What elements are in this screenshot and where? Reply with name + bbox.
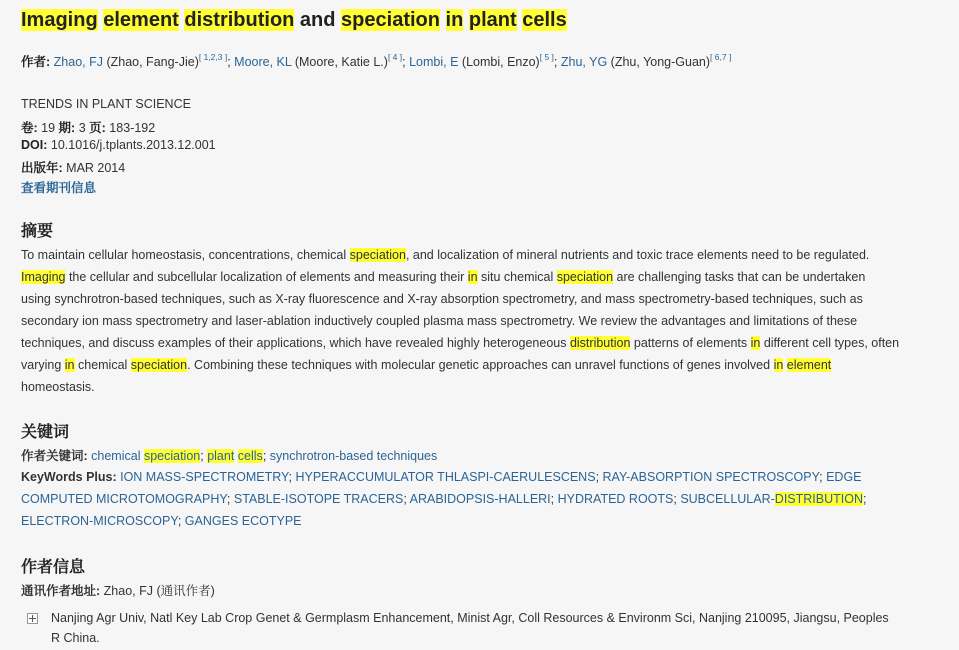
journal-name: TRENDS IN PLANT SCIENCE bbox=[21, 97, 191, 111]
highlight-term: in bbox=[64, 358, 75, 372]
keyword-separator: ; bbox=[673, 492, 681, 506]
abstract-line bbox=[21, 244, 943, 266]
author-link-lombi[interactable]: Lombi, E bbox=[409, 55, 459, 69]
abstract-fragment: chemical bbox=[74, 358, 131, 372]
title-space bbox=[440, 9, 446, 31]
keyword-plus-link[interactable]: ELECTRON-MICROSCOPY bbox=[21, 514, 178, 528]
abstract-text bbox=[21, 244, 943, 398]
doi-label: DOI: bbox=[21, 138, 48, 152]
highlight-term: speciation bbox=[143, 449, 201, 463]
year-value: MAR 2014 bbox=[66, 161, 126, 175]
keyword-plus-link[interactable]: HYDRATED ROOTS bbox=[557, 492, 674, 506]
keyword-plus-link[interactable]: ION MASS-SPECTROMETRY bbox=[120, 470, 289, 484]
doi-line bbox=[21, 138, 216, 152]
author-info-heading: 作者信息 bbox=[21, 559, 86, 576]
author-fullname: (Zhu, Yong-Guan) bbox=[607, 55, 711, 69]
authors-label: 作者: bbox=[21, 55, 51, 69]
volume-issue-pages bbox=[21, 118, 155, 136]
keyword-plus-link[interactable]: COMPUTED MICROTOMOGRAPHY bbox=[21, 492, 227, 506]
abstract-heading: 摘要 bbox=[21, 223, 54, 240]
abstract-line bbox=[21, 266, 943, 288]
doi-value: 10.1016/j.tplants.2013.12.001 bbox=[50, 138, 216, 152]
abstract-line bbox=[21, 354, 943, 376]
pages-value: 183-192 bbox=[109, 121, 156, 135]
keyword-plus-link[interactable] bbox=[680, 492, 863, 506]
abstract-line bbox=[21, 332, 943, 354]
authors-line bbox=[21, 52, 731, 70]
title-word: plant bbox=[468, 9, 517, 31]
keyword-text: chemical bbox=[91, 449, 144, 463]
volume-label: 卷: bbox=[21, 121, 38, 135]
abstract-line: secondary ion mass spectrometry and laser-ablation inductively coupled plasma mass spectrometry. We review the advantages and limitations of these bbox=[21, 314, 858, 328]
keyword-link[interactable] bbox=[207, 449, 263, 463]
keyword-link[interactable]: synchrotron-based techniques bbox=[269, 449, 438, 463]
keyword-separator: ; bbox=[288, 470, 296, 484]
highlight-term: cells bbox=[237, 449, 263, 463]
keyword-separator: ; bbox=[550, 492, 558, 506]
highlight-term: in bbox=[467, 270, 478, 284]
abstract-fragment: . Combining these techniques with molecular genetic approaches can unravel functions of genes involved bbox=[187, 358, 774, 372]
keyword-separator: ; bbox=[177, 514, 185, 528]
keywords-plus-line bbox=[21, 510, 941, 532]
abstract-fragment: are challenging tasks that can be undertaken bbox=[613, 270, 866, 284]
abstract-fragment: situ chemical bbox=[477, 270, 557, 284]
author-affil-ref[interactable]: [ 5 ] bbox=[539, 52, 554, 62]
keyword-separator: ; bbox=[863, 492, 867, 506]
highlight-term: speciation bbox=[556, 270, 614, 284]
keyword-plus-link[interactable]: HYPERACCUMULATOR THLASPI-CAERULESCENS bbox=[295, 470, 596, 484]
issue-label: 期: bbox=[58, 121, 76, 135]
author-link-zhao[interactable]: Zhao, FJ bbox=[53, 55, 103, 69]
keyword-text: SUBCELLULAR- bbox=[680, 492, 775, 506]
highlight-term: speciation bbox=[349, 248, 406, 262]
author-keywords-label: 作者关键词: bbox=[21, 449, 88, 463]
keyword-link[interactable] bbox=[91, 449, 200, 463]
abstract-line: using synchrotron-based techniques, such as X-ray fluorescence and X-ray absorption spectrometry, and mass spectrometry-based techniques, such as bbox=[21, 292, 863, 306]
title-word: distribution bbox=[184, 9, 295, 31]
author-affil-ref[interactable]: [ 1,2,3 ] bbox=[198, 52, 228, 62]
article-title bbox=[21, 9, 567, 32]
abstract-line: homeostasis. bbox=[21, 380, 95, 394]
abstract-fragment: patterns of elements bbox=[630, 336, 751, 350]
pages-label: 页: bbox=[89, 121, 106, 135]
highlight-term: element bbox=[786, 358, 832, 372]
keyword-plus-link[interactable]: EDGE bbox=[826, 470, 862, 484]
year-line bbox=[21, 158, 125, 176]
abstract-fragment: , and localization of mineral nutrients and toxic trace elements need to be regulated. bbox=[405, 248, 870, 262]
corresponding-author-value: Zhao, FJ (通讯作者) bbox=[103, 584, 215, 598]
title-word: speciation bbox=[341, 9, 440, 31]
keyword-separator: ; bbox=[595, 470, 603, 484]
abstract-fragment: techniques, and discuss examples of their applications, which have revealed highly heterogeneous bbox=[21, 336, 570, 350]
abstract-fragment: the cellular and subcellular localization of elements and measuring their bbox=[65, 270, 468, 284]
issue-value: 3 bbox=[78, 121, 86, 135]
author-separator: ; bbox=[227, 55, 235, 69]
author-address bbox=[51, 608, 946, 648]
keyword-separator: ; bbox=[200, 449, 208, 463]
author-fullname: (Zhao, Fang-Jie) bbox=[102, 55, 199, 69]
highlight-term: plant bbox=[207, 449, 235, 463]
corresponding-author bbox=[21, 581, 215, 599]
highlight-term: in bbox=[773, 358, 784, 372]
abstract-fragment: To maintain cellular homeostasis, concentrations, chemical bbox=[21, 248, 350, 262]
highlight-term: distribution bbox=[569, 336, 631, 350]
highlight-term: speciation bbox=[130, 358, 188, 372]
highlight-term: Imaging bbox=[21, 270, 66, 284]
author-affil-ref[interactable]: [ 6,7 ] bbox=[710, 52, 732, 62]
author-link-moore[interactable]: Moore, KL bbox=[234, 55, 292, 69]
author-link-zhu[interactable]: Zhu, YG bbox=[560, 55, 608, 69]
journal-info-line bbox=[21, 178, 96, 196]
keyword-plus-link[interactable]: GANGES ECOTYPE bbox=[184, 514, 302, 528]
abstract-fragment: varying bbox=[21, 358, 65, 372]
title-word: cells bbox=[522, 9, 567, 31]
keywords-heading: 关键词 bbox=[21, 424, 70, 441]
author-affil-ref[interactable]: [ 4 ] bbox=[387, 52, 403, 62]
keywords-plus bbox=[21, 466, 941, 532]
author-fullname: (Lombi, Enzo) bbox=[458, 55, 540, 69]
author-separator: ; bbox=[553, 55, 561, 69]
journal-info-link[interactable]: 查看期刊信息 bbox=[21, 181, 97, 195]
keyword-separator: ; bbox=[226, 492, 234, 506]
expand-plus-icon[interactable] bbox=[27, 613, 38, 624]
abstract-fragment: different cell types, often bbox=[760, 336, 900, 350]
author-fullname: (Moore, Katie L.) bbox=[291, 55, 388, 69]
title-word: element bbox=[103, 9, 179, 31]
title-word: Imaging bbox=[21, 9, 98, 31]
author-keywords bbox=[21, 446, 437, 464]
corresponding-author-label: 通讯作者地址: bbox=[21, 584, 101, 598]
address-line: R China. bbox=[51, 631, 100, 645]
keyword-plus-link[interactable]: ARABIDOPSIS-HALLERI bbox=[409, 492, 551, 506]
keywords-plus-line bbox=[21, 488, 941, 510]
address-line: Nanjing Agr Univ, Natl Key Lab Crop Genet & Germplasm Enhancement, Minist Agr, Coll Resources & Environm Sci, Nanjing 210095, Jiangsu, Peoples bbox=[51, 611, 889, 625]
title-text: and bbox=[294, 9, 342, 31]
author-separator: ; bbox=[402, 55, 410, 69]
keyword-separator: ; bbox=[262, 449, 270, 463]
keywords-plus-line bbox=[21, 466, 941, 488]
volume-value: 19 bbox=[41, 121, 56, 135]
highlight-term: DISTRIBUTION bbox=[774, 492, 863, 506]
highlight-term: in bbox=[750, 336, 761, 350]
year-label: 出版年: bbox=[21, 161, 63, 175]
keywords-plus-label: KeyWords Plus: bbox=[21, 470, 117, 484]
keyword-separator: ; bbox=[819, 470, 827, 484]
keyword-separator: ; bbox=[403, 492, 410, 506]
title-word: in bbox=[445, 9, 464, 31]
keyword-plus-link[interactable]: RAY-ABSORPTION SPECTROSCOPY bbox=[602, 470, 820, 484]
keyword-plus-link[interactable]: STABLE-ISOTOPE TRACERS bbox=[233, 492, 404, 506]
